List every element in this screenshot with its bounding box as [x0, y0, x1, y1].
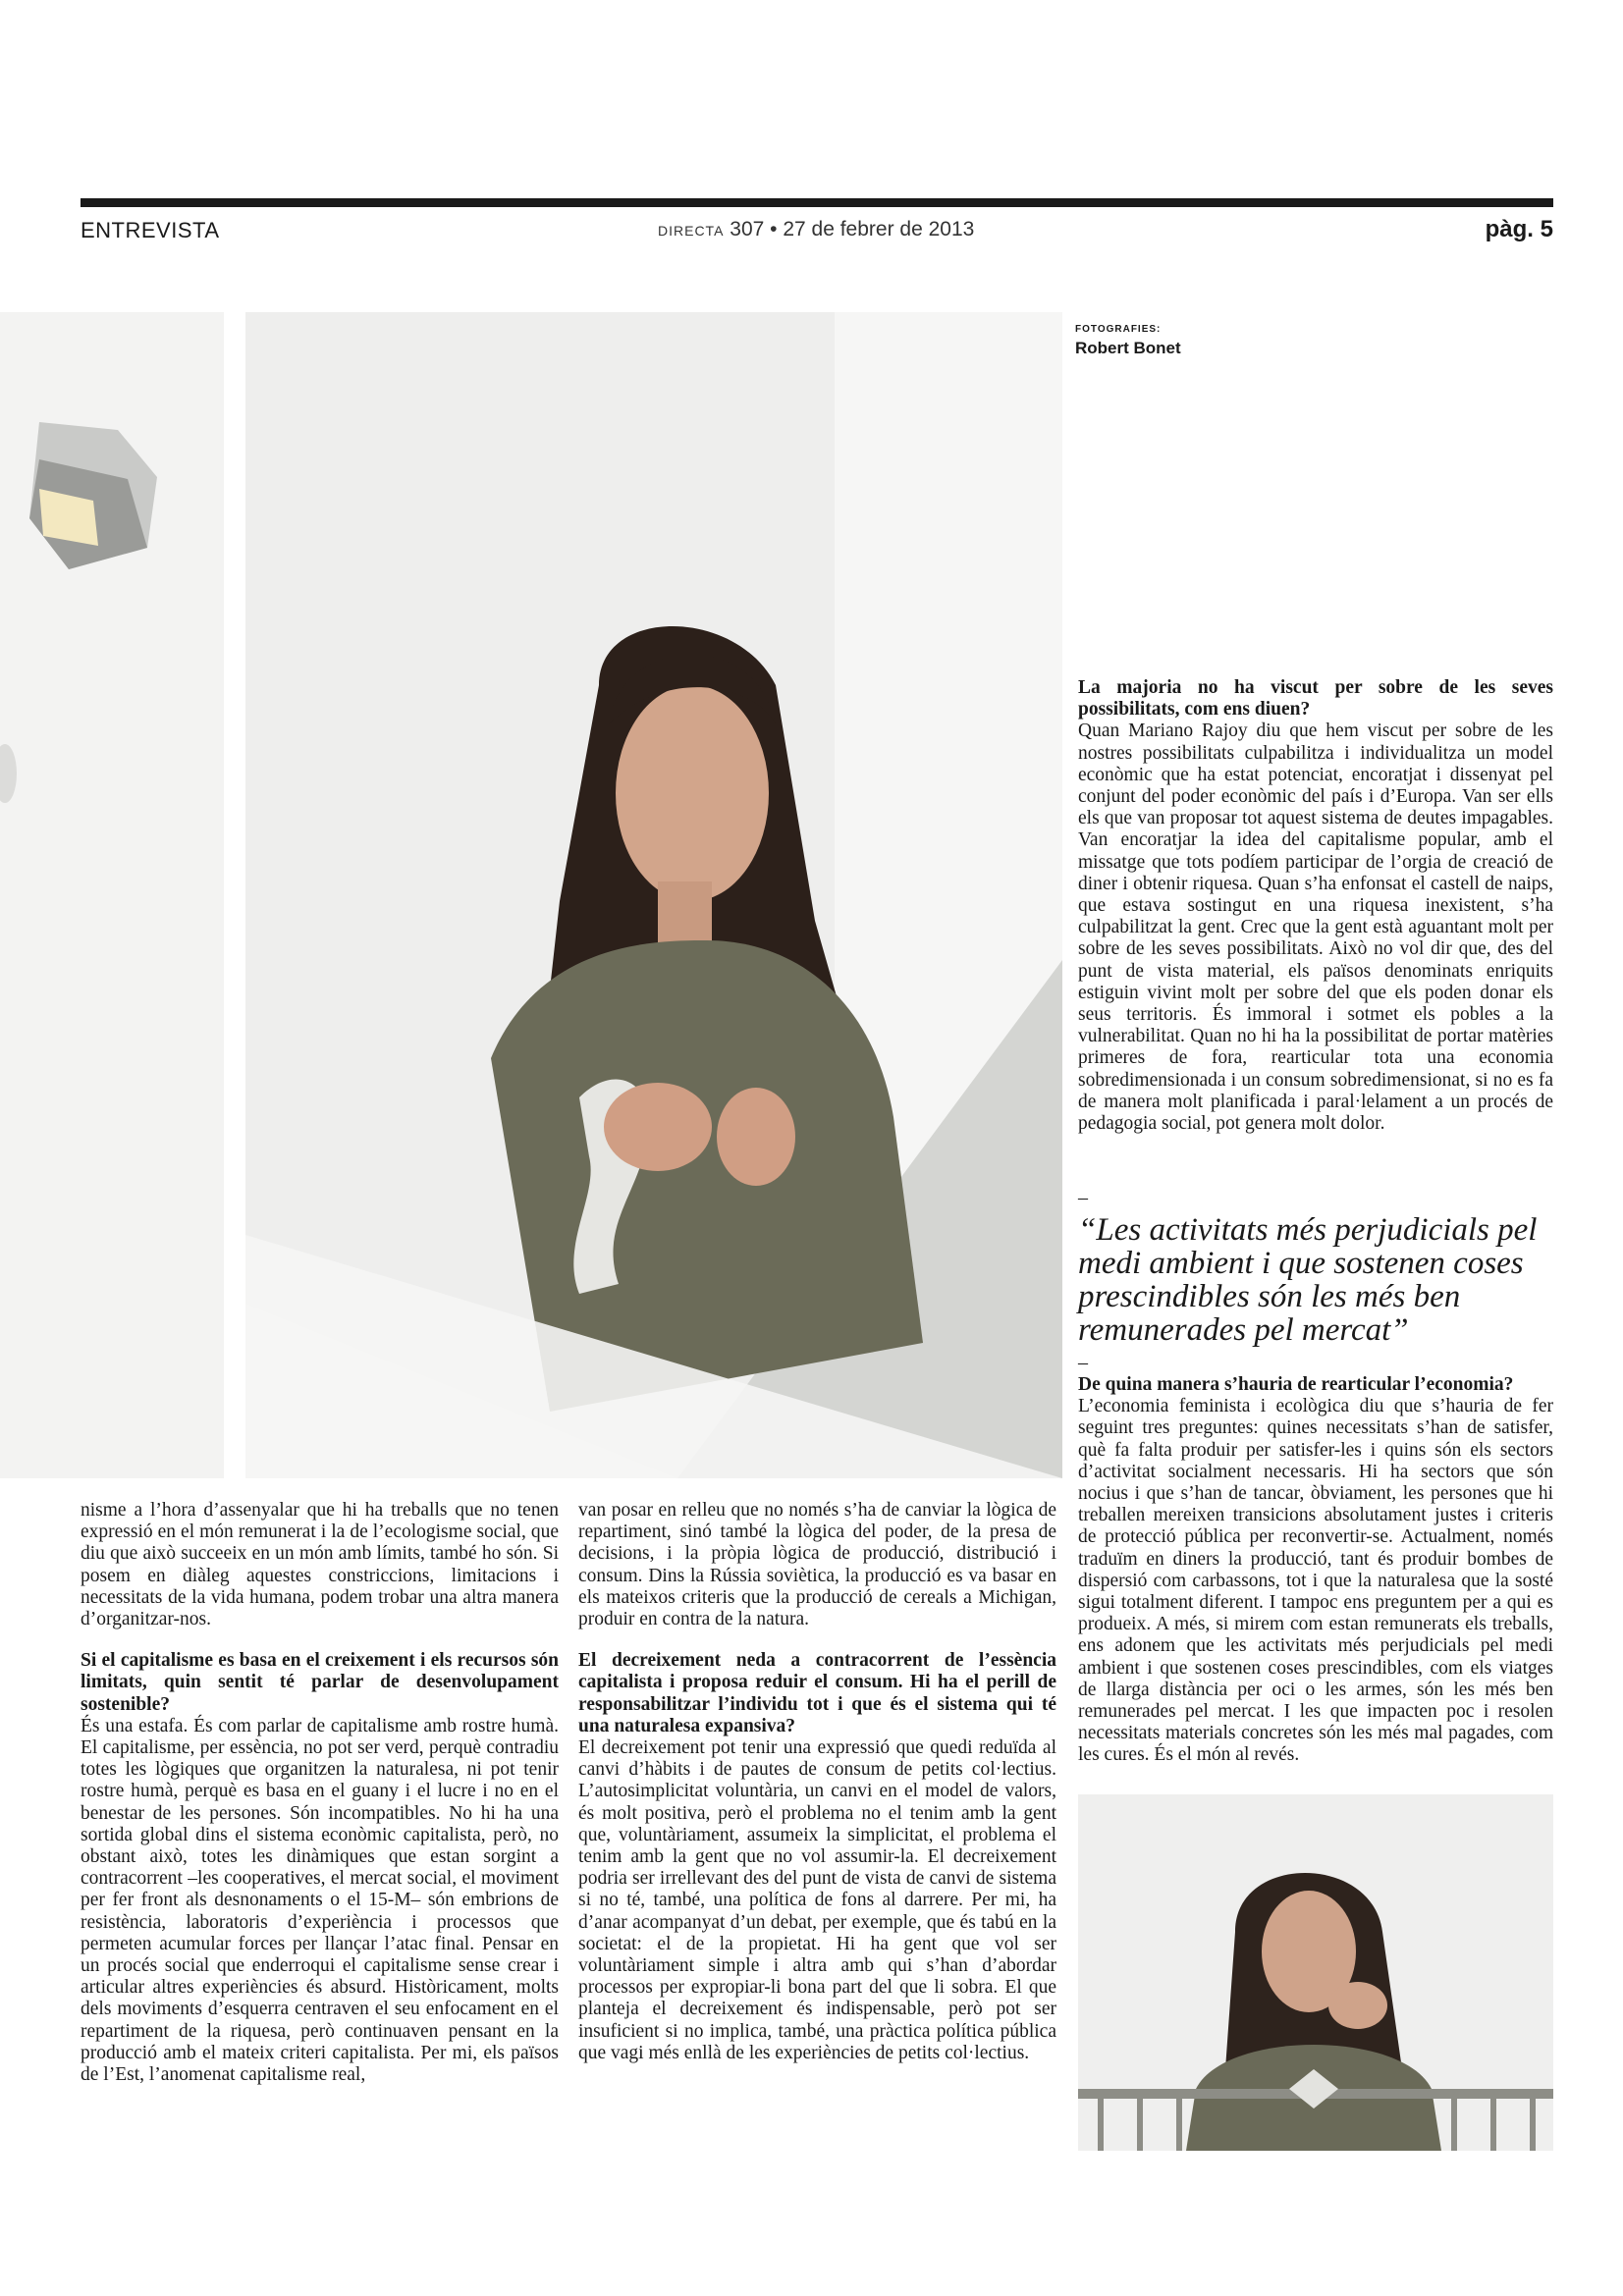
answer: L’economia feminista i ecològica diu que s’hauria de fer seguint tres preguntes: quines necessitats s’han de satisfer, què fa falta produir per satisfer-les i quins són els sectors d’activitat socialment necessaris. Hi ha sectors que són nocius i que s’han de tancar, òbviament, les persones que hi treballen mereixen transicions absolutament justes i criteris de protecció pública per reconvertir-se. Actualment, només traduïm en diners la producció, tant és produir bombes de dispersió com carbassons, tot i que la naturalesa que la sosté sigui totalment diferent. I tampoc ens preguntem per a qui es produeix. A més, si mirem com estan remunerats els treballs, ens adonem que les activitats més perjudicials pel medi ambient i que sostenen coses prescindibles, com els viatges de llarga distància per oci o les armes, són les més ben remunerades pel mercat. I les que impacten poc i resolen necessitats materials concretes són les més mal pagades, com les cures. És el món al revés.: [1078, 1396, 1553, 1766]
section-title: ENTREVISTA: [81, 218, 220, 242]
pull-quote-mark-bottom: –: [1078, 1352, 1088, 1373]
question: El decreixement neda a contracorrent de l’essència capitalista i proposa reduir el consum. Hi ha el perill de responsabilitzar l’individu tot i que és el sistema qui té una naturalesa expansiva?: [578, 1650, 1056, 1736]
question: La majoria no ha viscut per sobre de les seves possibilitats, com ens diuen?: [1078, 677, 1553, 721]
page-number: pàg. 5: [1485, 216, 1553, 242]
credit-name: Robert Bonet: [1075, 339, 1181, 357]
pull-quote: [1078, 1188, 1553, 1372]
pull-quote-text: “Les activitats més perjudicials pel medi ambient i que sostenen coses prescindibles són les més ben remunerades pel mercat”: [1078, 1212, 1538, 1348]
issue-date: 307 • 27 de febrer de 2013: [730, 218, 975, 240]
column-2: [578, 1500, 1056, 2064]
column-3-top: [1078, 677, 1553, 1135]
small-photo: [1078, 1794, 1553, 2151]
column-3-bottom: [1078, 1374, 1553, 1767]
main-photo: [245, 312, 1062, 1478]
photo-credit: [1075, 324, 1181, 358]
question: De quina manera s’hauria de rearticular l’economia?: [1078, 1374, 1514, 1395]
column-1: [81, 1500, 559, 2086]
paragraph: van posar en relleu que no només s’ha de canviar la lògica de repartiment, sinó també la lògica del poder, de la presa de decisions, i la pròpia lògica de producció, distribució i consum. Dins la Rússia soviètica, la producció es va basar en els mateixos criteris que la producció de cereals a Michigan, produir en contra de la natura.: [578, 1500, 1056, 1630]
left-photo: [0, 312, 224, 1478]
pull-quote-mark-top: –: [1078, 1187, 1088, 1208]
answer: És una estafa. És com parlar de capitalisme amb rostre humà. El capitalisme, per essència, no pot ser verd, perquè contradiu totes les lògiques que organitzen la naturalesa, ni pot tenir rostre humà, perquè es basa en el guany i el lucre i no en el benestar de les persones. Són incompatibles. No hi ha una sortida global dins el sistema econòmic capitalista, però, no obstant això, totes les dinàmiques que estan sorgint a contracorrent –les cooperatives, el mercat social, el moviment per fer front als desnonaments o el 15-M– són embrions de resistència, laboratoris d’experiència i processos que permeten acumular forces per llançar l’atac final. Pensar en un procés social que enderroqui el capitalisme sense crear i articular altres experiències és absurd. Històricament, molts dels moviments d’esquerra centraven el seu enfocament en el repartiment de la riquesa, però continuaven pensant en la producció amb el mateix criteri capitalista. Per mi, els països de l’Est, l’anomenat capitalisme real,: [81, 1715, 559, 2086]
publication-name: DIRECTA: [658, 223, 725, 239]
question: Si el capitalisme es basa en el creixement i els recursos són limitats, quin sentit té parlar de desenvolupament sostenible?: [81, 1650, 559, 1715]
paragraph: nisme a l’hora d’assenyalar que hi ha treballs que no tenen expressió en el món remunerat i la de l’ecologisme social, que diu que això succeeix en un món amb límits, també ho són. Si posem en diàleg aquestes constriccions, limitacions i necessitats de la vida humana, podem trobar una altra manera d’organitzar-nos.: [81, 1500, 559, 1630]
answer: El decreixement pot tenir una expressió que quedi reduïda al canvi d’hàbits i de pautes de consum de petits col·lectius. L’autosimplicitat voluntària, un canvi en el model de valors, és molt positiva, però el problema no el tenim amb la gent que, voluntàriament, assumeix la simplicitat, el problema el tenim amb la gent que no vol assumir-la. El decreixement podria ser irrellevant des del punt de vista de canvi de sistema si no té, també, una política de fons al darrere. Per mi, ha d’anar acompanyat d’un debat, per exemple, que és tabú en la societat: el de la propietat. Hi ha gent que vol ser voluntàriament simple i altra amb qui s’han d’abordar processos per expropiar-li bona part del que li sobra. El que planteja el decreixement és indispensable, però pot ser insuficient si no implica, també, una pràctica política pública que vagi més enllà de les experiències de petits col·lectius.: [578, 1737, 1056, 2063]
issue-info: [658, 218, 974, 241]
answer: Quan Mariano Rajoy diu que hem viscut per sobre de les nostres possibilitats culpabilitza i individualitza un model econòmic que ha estat potenciat, encoratjat i dissenyat pel conjunt del poder econòmic del país i d’Europa. Van ser ells els que van proposar tot aquest sistema de deutes impagables. Van encoratjar la idea del capitalisme popular, amb el missatge que tots podíem participar de l’orgia de creació de diner i obtenir riquesa. Quan s’ha enfonsat el castell de naips, que estava sostingut en una riquesa inexistent, s’ha culpabilitzat la gent. Crec que la gent està aguantant molt per sobre de les seves possibilitats. Això no vol dir que, des del punt de vista material, els països denominats enriquits estiguin vivint molt per sobre del que els poden donar els seus territoris. És immoral i sotmet els pobles a la vulnerabilitat. Quan no hi ha la possibilitat de portar matèries primeres de fora, rearticular tota una economia sobredimensionada i un consum sobredimensionat, si no es fa de manera molt planificada i paral·lelament a un procés de pedagogia social, pot genera molt dolor.: [1078, 721, 1553, 1135]
credit-label: FOTOGRAFIES:: [1075, 324, 1162, 335]
header-rule: [81, 198, 1553, 207]
